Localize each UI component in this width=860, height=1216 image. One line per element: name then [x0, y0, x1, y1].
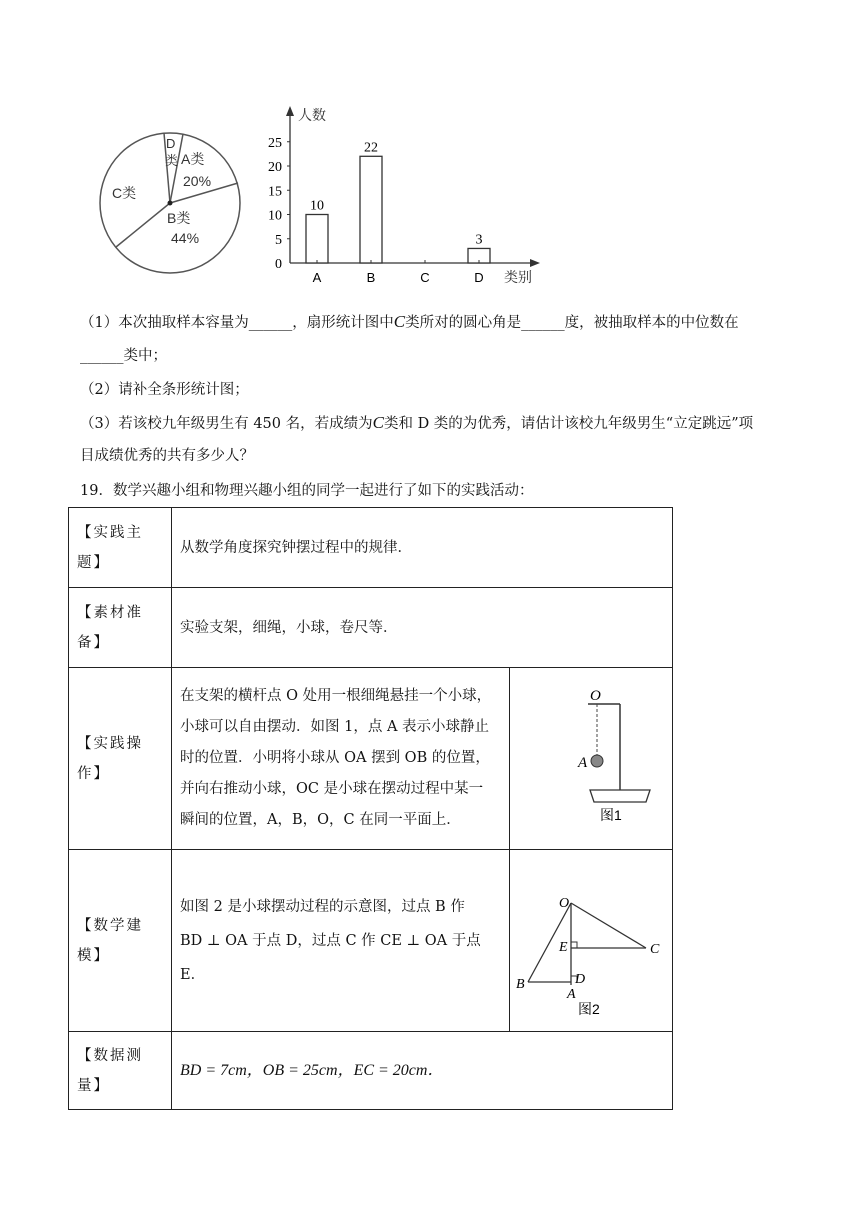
x-axis-label: 类别 [504, 269, 532, 285]
row-head: 【素材准备】 [69, 588, 172, 668]
question-3-line2: 目成绩优秀的共有多少人？ [80, 448, 254, 464]
bar-value-label: 3 [475, 232, 483, 248]
pie-label-a-pct: 20% [183, 173, 212, 189]
x-tick-label: A [312, 270, 322, 285]
y-axis-label: 人数 [298, 107, 326, 123]
q3-var-c: C [372, 413, 384, 432]
pie-label-d: D [166, 136, 176, 151]
y-tick-label: 5 [275, 232, 282, 248]
table-row [69, 588, 673, 668]
content-line: 在支架的横杆点 O 处用一根细绳悬挂一个小球， [180, 688, 492, 704]
row-head: 【数学建模】 [69, 850, 172, 1032]
content-line: BD ⊥ OA 于点 D，过点 C 作 CE ⊥ OA 于点 E． [180, 932, 481, 983]
question-1-line2: ______类中； [80, 348, 167, 364]
bar-chart [260, 100, 560, 295]
q1-text-c: 类所对的圆心角是______度，被抽取样本的中位数在 [405, 315, 739, 331]
table-row [69, 850, 673, 1032]
practice-table [68, 507, 673, 1110]
pie-label-a: A类 [181, 151, 205, 167]
y-tick-label: 20 [268, 160, 282, 175]
q3-text-c: 类和 D 类的为优秀，请估计该校九年级男生“立定跳远”项 [383, 416, 754, 432]
pie-label-b: B类 [167, 210, 191, 226]
fig1-caption: 图1 [600, 807, 622, 823]
content-line: 瞬间的位置，A，B，O，C 在同一平面上． [180, 812, 461, 828]
question-1-line1 [80, 312, 739, 333]
bar-value-label: 10 [310, 198, 324, 214]
pie-chart [95, 130, 245, 280]
q1-text-a: （1）本次抽取样本容量为______，扇形统计图中 [80, 315, 394, 331]
row-head: 【实践操作】 [69, 668, 172, 850]
x-tick-label: C [420, 270, 430, 285]
pie-label-d2: 类 [165, 153, 179, 168]
row-content [172, 668, 510, 850]
y-tick-label: 25 [268, 135, 282, 151]
content-line: 小球可以自由摆动．如图 1，点 A 表示小球静止 [180, 719, 490, 735]
row-head: 【数据测量】 [69, 1032, 172, 1110]
pie-label-b-pct: 44% [171, 230, 200, 246]
question-2: （2）请补全条形统计图； [80, 382, 249, 398]
fig2-label-d: D [575, 972, 586, 987]
question-3-line1 [80, 413, 753, 434]
fig1-label-o: O [590, 688, 601, 704]
pendulum-figure-1 [510, 668, 672, 849]
fig2-label-a: A [567, 987, 576, 1002]
fig2-caption: 图2 [578, 1001, 600, 1017]
row-content: BD = 7cm，OB = 25cm，EC = 20cm． [172, 1032, 673, 1110]
fig2-label-b: B [516, 977, 525, 992]
table-row [69, 668, 673, 850]
content-line: 并向右推动小球，OC 是小球在摆动过程中某一 [180, 781, 484, 797]
figure-1-cell [510, 668, 673, 850]
bar-B [360, 156, 382, 263]
pie-label-c: C类 [112, 185, 137, 201]
y-tick-label: 0 [275, 257, 282, 272]
y-tick-label: 10 [268, 208, 282, 224]
row-head: 【实践主题】 [69, 508, 172, 588]
y-axis-arrow [286, 106, 294, 116]
geometry-figure-2 [510, 850, 672, 1031]
fig1-label-a: A [578, 755, 588, 771]
figure-2-cell [510, 850, 673, 1032]
bar-value-label: 22 [364, 140, 378, 156]
x-tick-label: D [474, 270, 484, 285]
row-content: 从数学角度探究钟摆过程中的规律． [172, 508, 673, 588]
fig2-label-e: E [559, 940, 568, 955]
row-content: 实验支架，细绳，小球，卷尺等． [172, 588, 673, 668]
y-tick-label: 15 [268, 184, 282, 200]
bar-A [306, 215, 328, 264]
content-line: 如图 2 是小球摆动过程的示意图，过点 B 作 [180, 898, 465, 915]
content-line: 时的位置．小明将小球从 OA 摆到 OB 的位置， [180, 750, 490, 766]
q1-var-c: C [393, 312, 406, 331]
table-row [69, 508, 673, 588]
x-axis-arrow [530, 259, 540, 267]
fig2-label-o: O [559, 896, 570, 911]
x-tick-label: B [366, 270, 376, 285]
problem-19-title: 19．数学兴趣小组和物理兴趣小组的同学一起进行了如下的实践活动： [80, 483, 534, 499]
q3-text-a: （3）若该校九年级男生有 450 名，若成绩为 [80, 416, 373, 432]
row-content [172, 850, 510, 1032]
fig2-label-c: C [650, 942, 660, 957]
table-row [69, 1032, 673, 1110]
